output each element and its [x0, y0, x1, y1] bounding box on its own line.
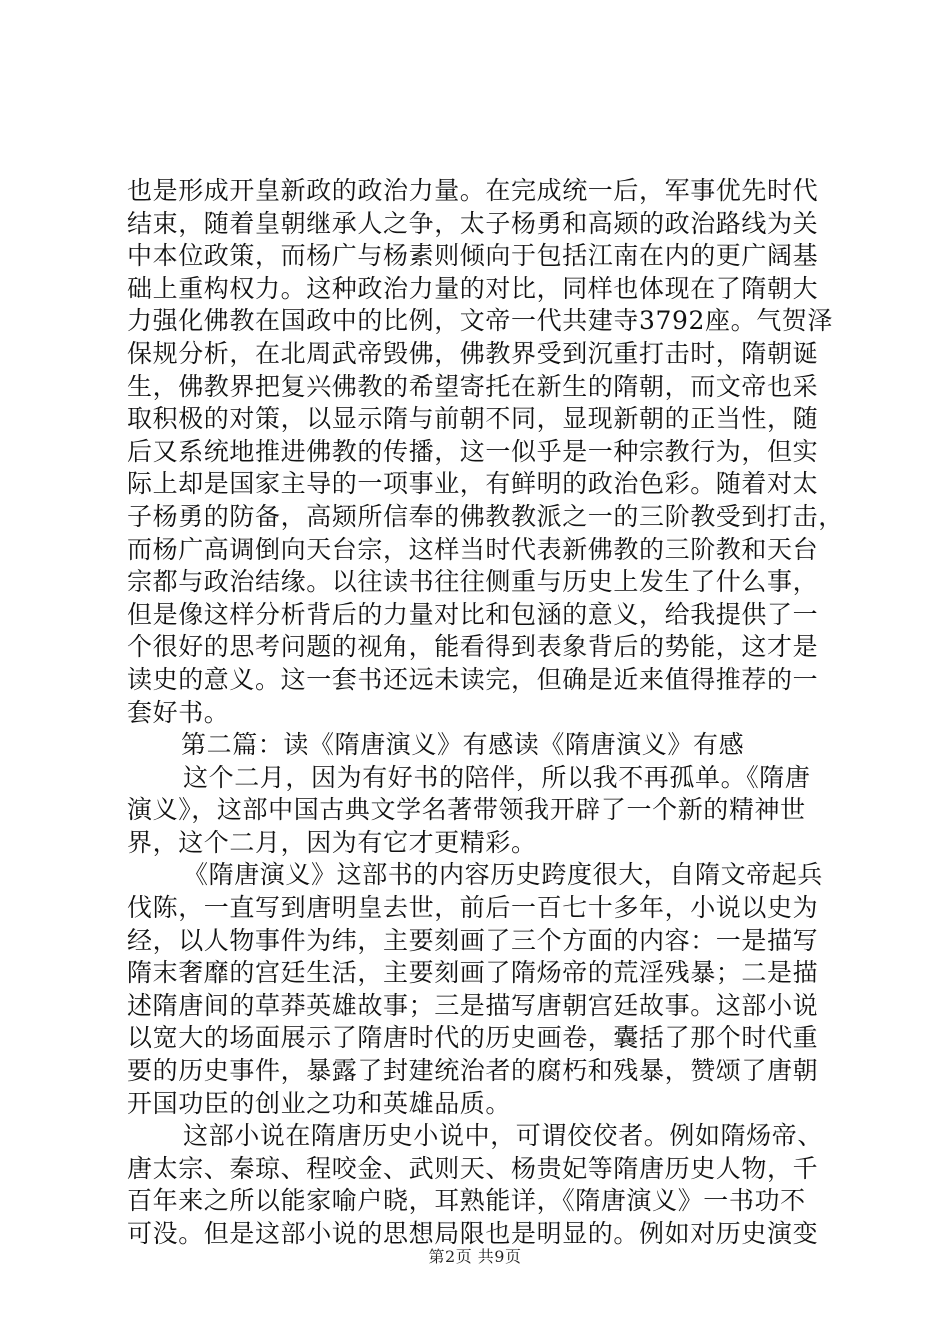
- text-line: 演义》，这部中国古典文学名著带领我开辟了一个新的精神世: [127, 795, 806, 825]
- text-line: 经，以人物事件为纬，主要刻画了三个方面的内容：一是描写: [127, 925, 819, 955]
- paragraph-first-line: 这部小说在隋唐历史小说中，可谓佼佼者。例如隋炀帝、: [183, 1121, 824, 1151]
- text-line: 可没。但是这部小说的思想局限也是明显的。例如对历史演变: [127, 1219, 819, 1248]
- text-line: 取积极的对策，以显示隋与前朝不同，显现新朝的正当性，随: [127, 404, 819, 434]
- document-body: [127, 175, 844, 1251]
- text-line: 结束，随着皇朝继承人之争，太子杨勇和高颎的政治路线为关: [127, 208, 819, 238]
- text-line: 保规分析，在北周武帝毁佛，佛教界受到沉重打击时，隋朝诞: [127, 338, 819, 368]
- text-line: 个很好的思考问题的视角，能看得到表象背后的势能，这才是: [127, 632, 819, 662]
- text-line: 要的历史事件，暴露了封建统治者的腐朽和残暴，赞颂了唐朝: [127, 1056, 819, 1086]
- text-line: 子杨勇的防备，高颎所信奉的佛教教派之一的三阶教受到打击，: [127, 501, 844, 531]
- text-line: 也是形成开皇新政的政治力量。在完成统一后，军事优先时代: [127, 176, 819, 205]
- text-line: 宗都与政治结缘。以往读书往往侧重与历史上发生了什么事，: [127, 567, 819, 597]
- text-line: 而杨广高调倒向天台宗，这样当时代表新佛教的三阶教和天台: [127, 534, 819, 564]
- text-line: 但是像这样分析背后的力量对比和包涵的意义，给我提供了一: [127, 599, 819, 629]
- text-line: 础上重构权力。这种政治力量的对比，同样也体现在了隋朝大: [127, 273, 819, 303]
- text-line: 中本位政策，而杨广与杨素则倾向于包括江南在内的更广阔基: [127, 241, 819, 271]
- text-line: 唐太宗、秦琼、程咬金、武则天、杨贵妃等隋唐历史人物，千: [127, 1153, 819, 1183]
- text-line: 开国功臣的创业之功和英雄品质。: [127, 1088, 512, 1118]
- text-line: 百年来之所以能家喻户晓，耳熟能详，《隋唐演义》一书功不: [127, 1186, 806, 1216]
- text-line: 力强化佛教在国政中的比例，文帝一代共建寺3792座。气贺泽: [127, 306, 834, 336]
- text-line: 套好书。: [127, 697, 230, 727]
- page-number: 第2页 共9页: [428, 1247, 522, 1266]
- text-line: 界，这个二月，因为有它才更精彩。: [127, 827, 537, 857]
- paragraph-first-line: 这个二月，因为有好书的陪伴，所以我不再孤单。《隋唐: [183, 762, 811, 792]
- text-line: 后又系统地推进佛教的传播，这一似乎是一种宗教行为，但实: [127, 436, 819, 466]
- text-line: 隋末奢靡的宫廷生活，主要刻画了隋炀帝的荒淫残暴；二是描: [127, 958, 819, 988]
- text-line: 际上却是国家主导的一项事业，有鲜明的政治色彩。随着对太: [127, 469, 819, 499]
- text-line: 读史的意义。这一套书还远未读完，但确是近来值得推荐的一: [127, 664, 819, 694]
- text-line: 伐陈，一直写到唐明皇去世，前后一百七十多年，小说以史为: [127, 893, 819, 923]
- text-line: 述隋唐间的草莽英雄故事；三是描写唐朝宫廷故事。这部小说: [127, 990, 819, 1020]
- text-line: 以宽大的场面展示了隋唐时代的历史画卷，囊括了那个时代重: [127, 1023, 819, 1053]
- section-heading: 第二篇：读《隋唐演义》有感读《隋唐演义》有感: [181, 730, 745, 760]
- text-line: 生，佛教界把复兴佛教的希望寄托在新生的隋朝，而文帝也采: [127, 371, 819, 401]
- paragraph-first-line: 《隋唐演义》这部书的内容历史跨度很大，自隋文帝起兵: [183, 860, 824, 890]
